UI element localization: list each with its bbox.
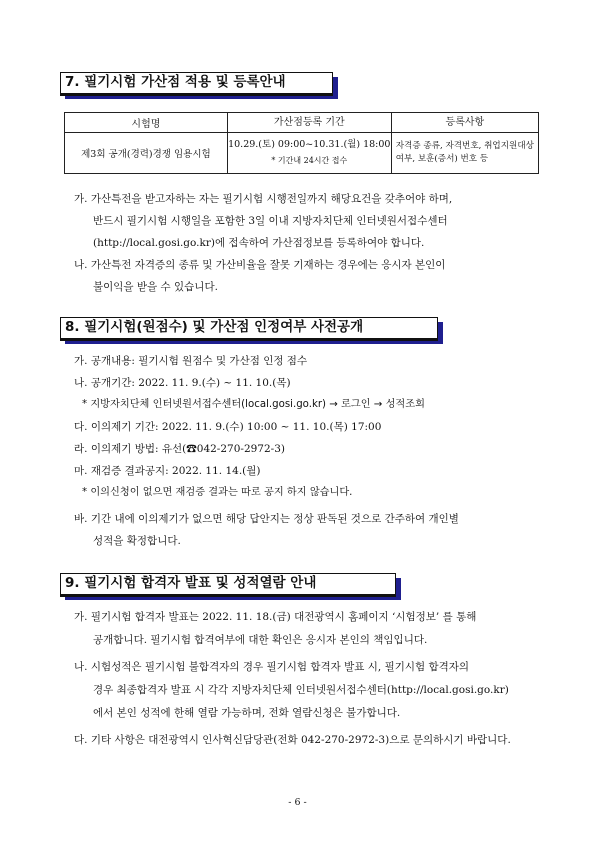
s8-item-ba-1: 바. 기간 내에 이의제기가 없으면 해당 답안지는 정상 판독된 것으로 간주하여 개인별 (74, 513, 459, 525)
s7-item-ga-2: 반드시 필기시험 시행일을 포함한 3일 이내 지방자치단체 인터넷원서접수센터 (93, 215, 448, 227)
s7-item-ga-1: 가. 가산특전을 받고자하는 자는 필기시험 시행전일까지 해당요건을 갖추어야 하며, (74, 193, 453, 205)
s8-item-ga: 가. 공개내용: 필기시험 원점수 및 가산점 인정 점수 (74, 355, 308, 367)
s8-item-ma: 마. 재검증 결과공지: 2022. 11. 14.(월) (74, 465, 261, 477)
section9-title: 9. 필기시험 합격자 발표 및 성적열람 안내 (60, 573, 396, 595)
s7-item-na-2: 불이익을 받을 수 있습니다. (93, 281, 218, 293)
period-note: * 기간내 24시간 접수 (271, 156, 348, 165)
section7-title: 7. 필기시험 가산점 적용 및 등록안내 (60, 72, 333, 94)
registration-items-cell: 자격증 종류, 자격번호, 취업지원대상여부, 보훈(증서) 번호 등 (391, 133, 538, 174)
s9-item-na-2: 경우 최종합격자 발표 시 각각 지방자치단체 인터넷원서접수센터(http://local.gosi.go.kr) (93, 684, 509, 696)
s8-item-note-2: * 이의신청이 없으면 재검증 결과는 따로 공지 하지 않습니다. (82, 487, 353, 498)
s8-item-ra: 라. 이의제기 방법: 유선(☎042-270-2972-3) (74, 443, 285, 455)
exam-name-cell: 제3회 공개(경력)경쟁 임용시험 (65, 133, 228, 174)
s7-item-na-1: 나. 가산특전 자격증의 종류 및 가산비율을 잘못 기재하는 경우에는 응시자 본인이 (74, 259, 446, 271)
s9-item-ga-1: 가. 필기시험 합격자 발표는 2022. 11. 18.(금) 대전광역시 홈페이지 ‘시험정보’ 를 통해 (74, 611, 477, 623)
s9-item-na-3: 에서 본인 성적에 한해 열람 가능하며, 전화 열람신청은 불가합니다. (93, 707, 401, 719)
s8-item-da: 다. 이의제기 기간: 2022. 11. 9.(수) 10:00 ~ 11. 10.(목) 17:00 (74, 421, 382, 433)
table-header-exam: 시험명 (65, 113, 228, 133)
table-header-period: 가산점등록 기간 (227, 113, 391, 133)
s9-item-na-1: 나. 시험성적은 필기시험 불합격자의 경우 필기시험 합격자 발표 시, 필기시험 합격자의 (74, 661, 470, 673)
bonus-points-table (64, 112, 539, 174)
s9-item-ga-2: 공개합니다. 필기시험 합격여부에 대한 확인은 응시자 본인의 책임입니다. (93, 634, 428, 646)
s8-item-ba-2: 성적을 확정합니다. (93, 535, 181, 547)
s8-item-note-1: * 지방자치단체 인터넷원서접수센터(local.gosi.go.kr) → 로그인 → 성적조회 (82, 399, 425, 410)
s7-item-ga-3: (http://local.gosi.go.kr)에 접속하여 가산점정보를 등록하여야 합니다. (93, 237, 425, 249)
table-header-items: 등록사항 (391, 113, 538, 133)
period-text: 10.29.(토) 09:00~10.31.(월) 18:00 (228, 139, 391, 150)
section8-title: 8. 필기시험(원점수) 및 가산점 인정여부 사전공개 (60, 317, 438, 339)
page-number: - 6 - (288, 797, 307, 808)
table-row (65, 133, 539, 174)
period-cell (227, 133, 391, 174)
s9-item-da: 다. 기타 사항은 대전광역시 인사혁신담당관(전화 042-270-2972-3)으로 문의하시기 바랍니다. (74, 734, 511, 746)
s8-item-na: 나. 공개기간: 2022. 11. 9.(수) ~ 11. 10.(목) (74, 377, 291, 389)
